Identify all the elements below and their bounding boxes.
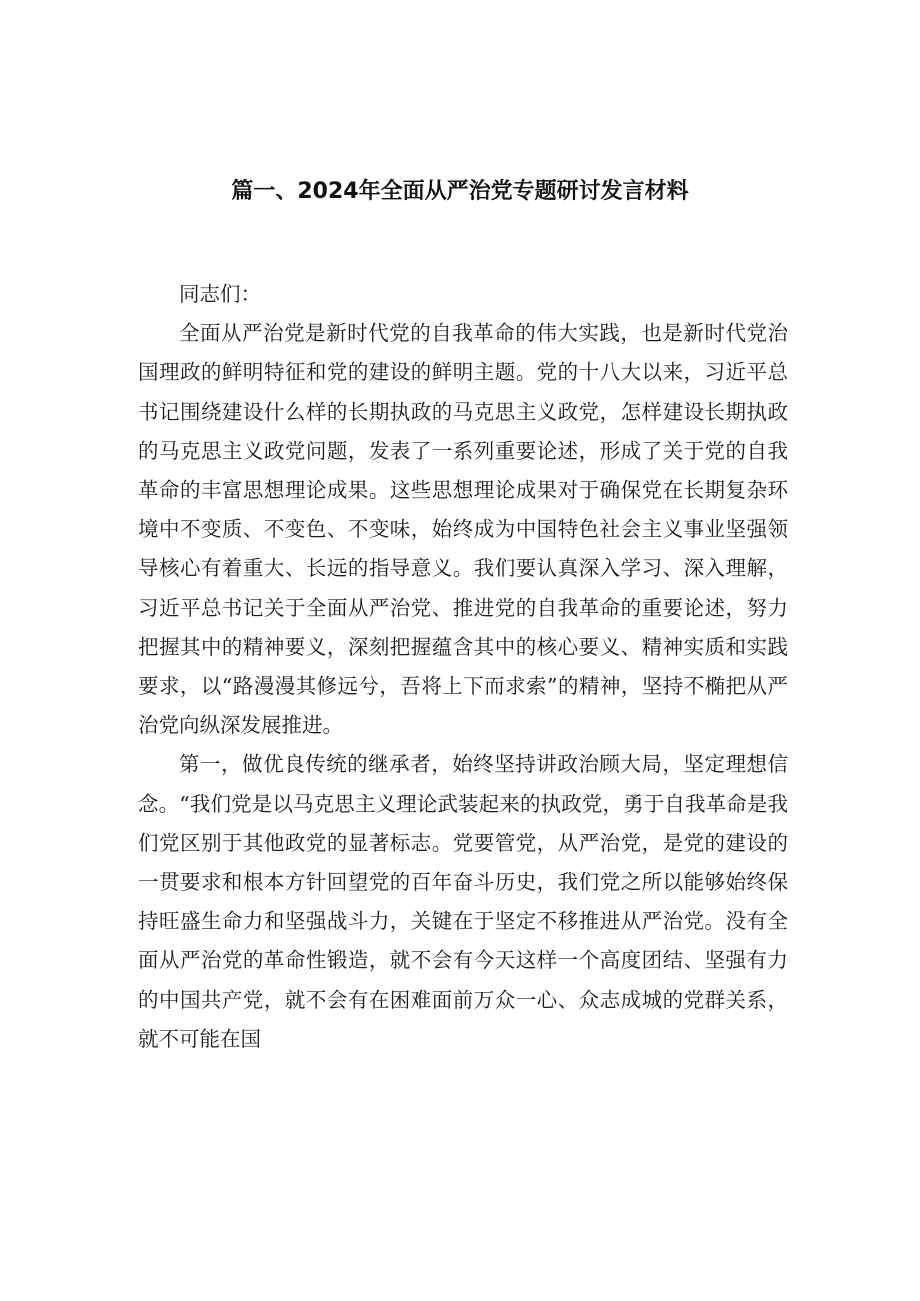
document-body (138, 275, 788, 1059)
greeting: 同志们： (179, 282, 261, 306)
paragraph-first-point: 第一，做优良传统的继承者，始终坚持讲政治顾大局，坚定理想信念。“我们党是以马克思主义理论武装起来的执政党，勇于自我革命是我们党区别于其他政党的显著标志。党要管党，从严治党，是党的建设的一贯要求和根本方针回望党的百年奋斗历史，我们党之所以能够始终保持旺盛生命力和坚强战斗力，关键在于坚定不移推进从严治党。没有全面从严治党的革命性锻造，就不会有今天这样一个高度团结、坚强有力的中国共产党，就不会有在困难面前万众一心、众志成城的党群关系，就不可能在国 (138, 752, 788, 1051)
document-title: 篇一、2024年全面从严治党专题研讨发言材料 (231, 179, 689, 204)
paragraph-intro: 全面从严治党是新时代党的自我革命的伟大实践，也是新时代党治国理政的鲜明特征和党的建设的鲜明主题。党的十八大以来，习近平总书记围绕建设什么样的长期执政的马克思主义政党，怎样建设长期执政的马克思主义政党问题，发表了一系列重要论述，形成了关于党的自我革命的丰富思想理论成果。这些思想理论成果对于确保党在长期复杂环境中不变质、不变色、不变味，始终成为中国特色社会主义事业坚强领导核心有着重大、长远的指导意义。我们要认真深入学习、深入理解，习近平总书记关于全面从严治党、推进党的自我革命的重要论述，努力把握其中的精神要义，深刻把握蕴含其中的核心要义、精神实质和实践要求，以“路漫漫其修远兮，吾将上下而求索”的精神，坚持不椭把从严治党向纵深发展推进。 (138, 321, 788, 738)
